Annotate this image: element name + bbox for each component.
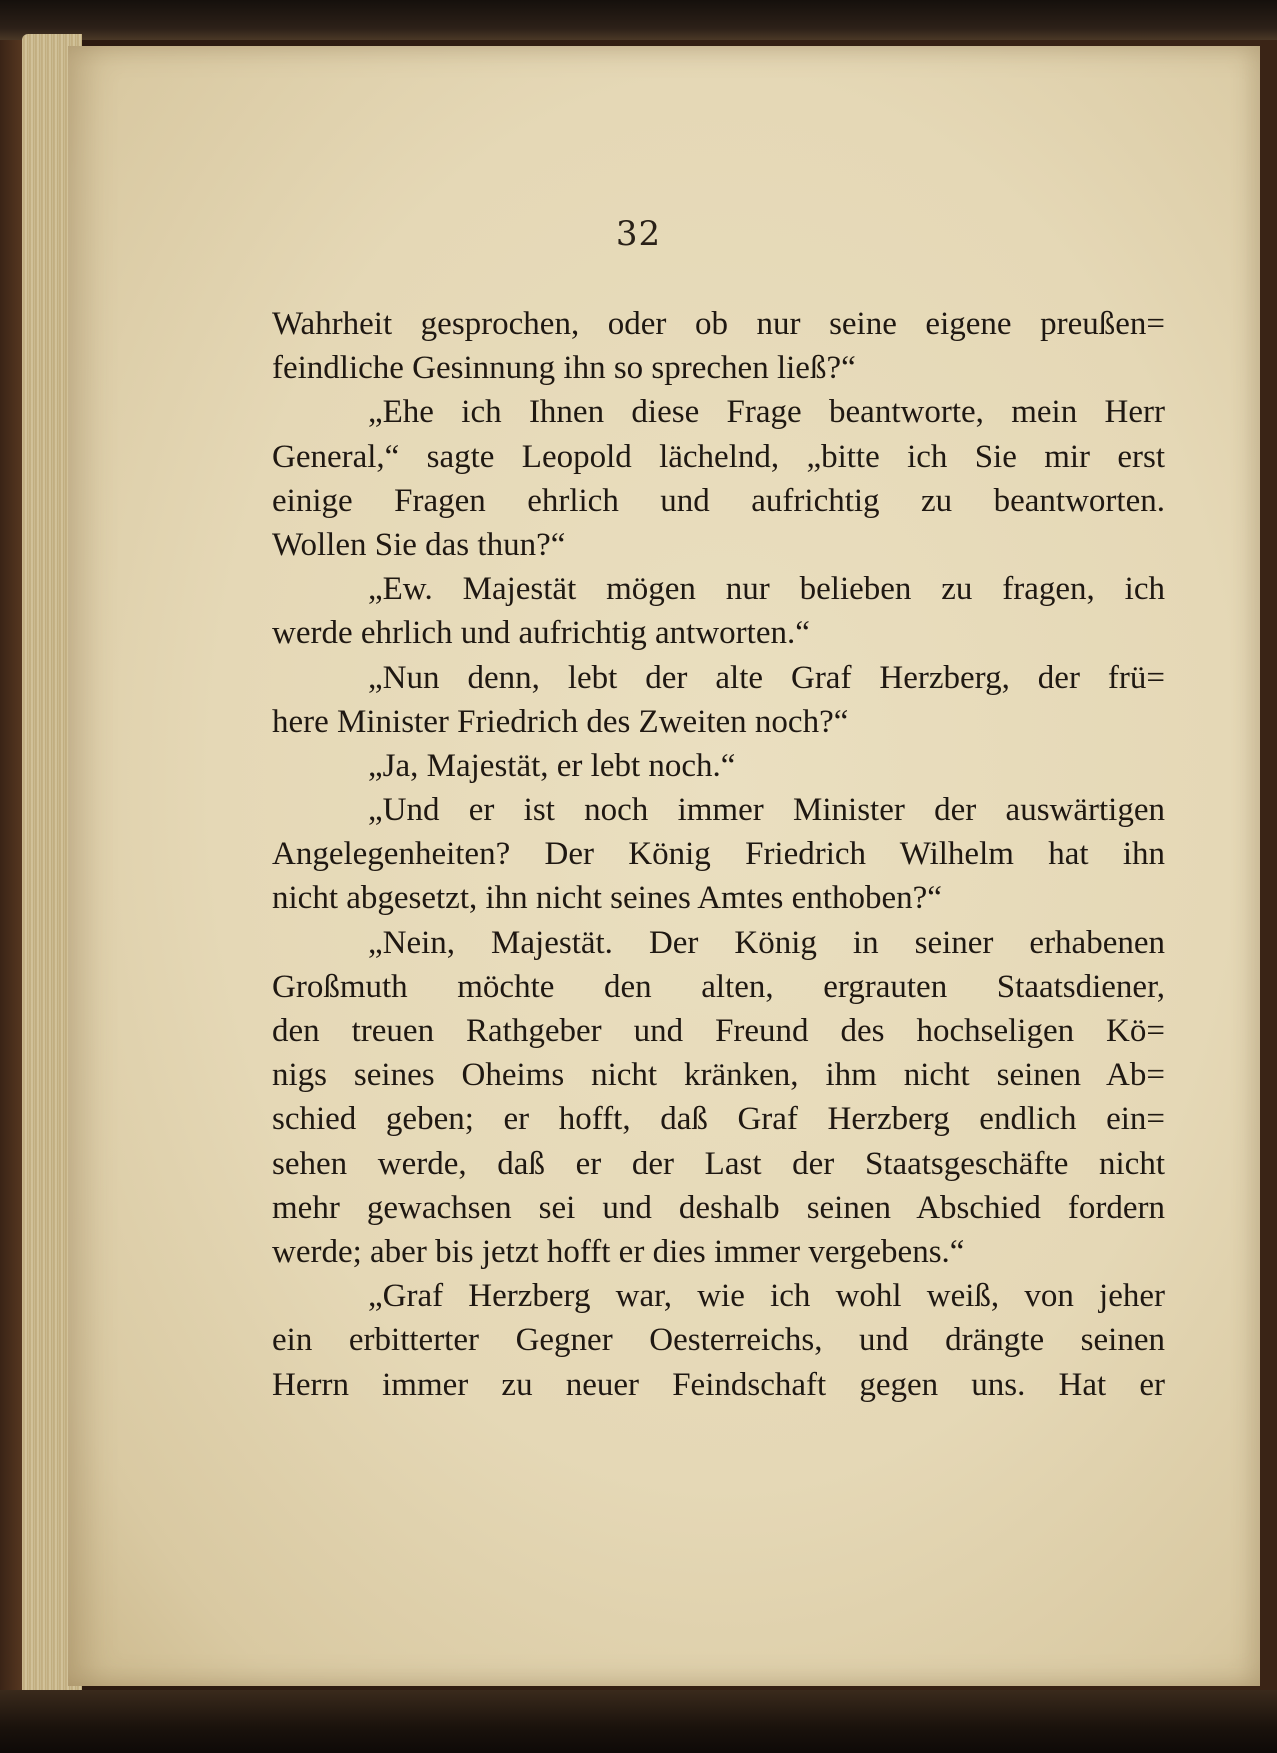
text-line: here Minister Friedrich des Zweiten noch?“ xyxy=(272,703,849,740)
text-line: den treuen Rathgeber und Freund des hochseligen Kö= xyxy=(272,1013,1165,1049)
page-text xyxy=(272,302,1165,1407)
text-line: „Nein, Majestät. Der König in seiner erhabenen xyxy=(368,924,1165,961)
text-line: sehen werde, daß er der Last der Staatsgeschäfte nicht xyxy=(272,1145,1165,1182)
book-binding-bottom xyxy=(0,1690,1277,1753)
book-binding-top xyxy=(0,0,1277,40)
text-line: „Ja, Majestät, er lebt noch.“ xyxy=(368,747,736,784)
text-line: „Und er ist noch immer Minister der auswärtigen xyxy=(368,792,1165,829)
text-line: Angelegenheiten? Der König Friedrich Wilhelm hat ihn xyxy=(272,836,1165,873)
text-line: Wahrheit gesprochen, oder ob nur seine eigene preußen= xyxy=(272,306,1165,342)
text-line: nicht abgesetzt, ihn nicht seines Amtes enthoben?“ xyxy=(272,880,942,917)
text-line: ein erbitterter Gegner Oesterreichs, und drängte seinen xyxy=(272,1322,1165,1359)
text-line: werde ehrlich und aufrichtig antworten.“ xyxy=(272,615,810,652)
text-line: „Nun denn, lebt der alte Graf Herzberg, der frü= xyxy=(368,659,1165,696)
text-line: General,“ sagte Leopold lächelnd, „bitte ich Sie mir erst xyxy=(272,438,1165,475)
text-line: nigs seines Oheims nicht kränken, ihm nicht seinen Ab= xyxy=(272,1057,1165,1094)
page-number: 32 xyxy=(615,214,662,254)
text-line: einige Fragen ehrlich und aufrichtig zu beantworten. xyxy=(272,482,1165,519)
text-line: mehr gewachsen sei und deshalb seinen Abschied fordern xyxy=(272,1189,1165,1226)
text-line: Herrn immer zu neuer Feindschaft gegen uns. Hat er xyxy=(272,1366,1165,1403)
text-line: Wollen Sie das thun?“ xyxy=(272,526,566,563)
text-line: feindliche Gesinnung ihn so sprechen ließ?“ xyxy=(272,350,856,387)
text-line: werde; aber bis jetzt hofft er dies immer vergebens.“ xyxy=(272,1233,965,1270)
text-line: „Ehe ich Ihnen diese Frage beantworte, mein Herr xyxy=(368,394,1165,431)
text-line: schied geben; er hofft, daß Graf Herzberg endlich ein= xyxy=(272,1101,1165,1138)
text-line: „Ew. Majestät mögen nur belieben zu fragen, ich xyxy=(368,571,1165,608)
text-line: Großmuth möchte den alten, ergrauten Staatsdiener, xyxy=(272,968,1165,1005)
text-line: „Graf Herzberg war, wie ich wohl weiß, von jeher xyxy=(368,1278,1165,1315)
